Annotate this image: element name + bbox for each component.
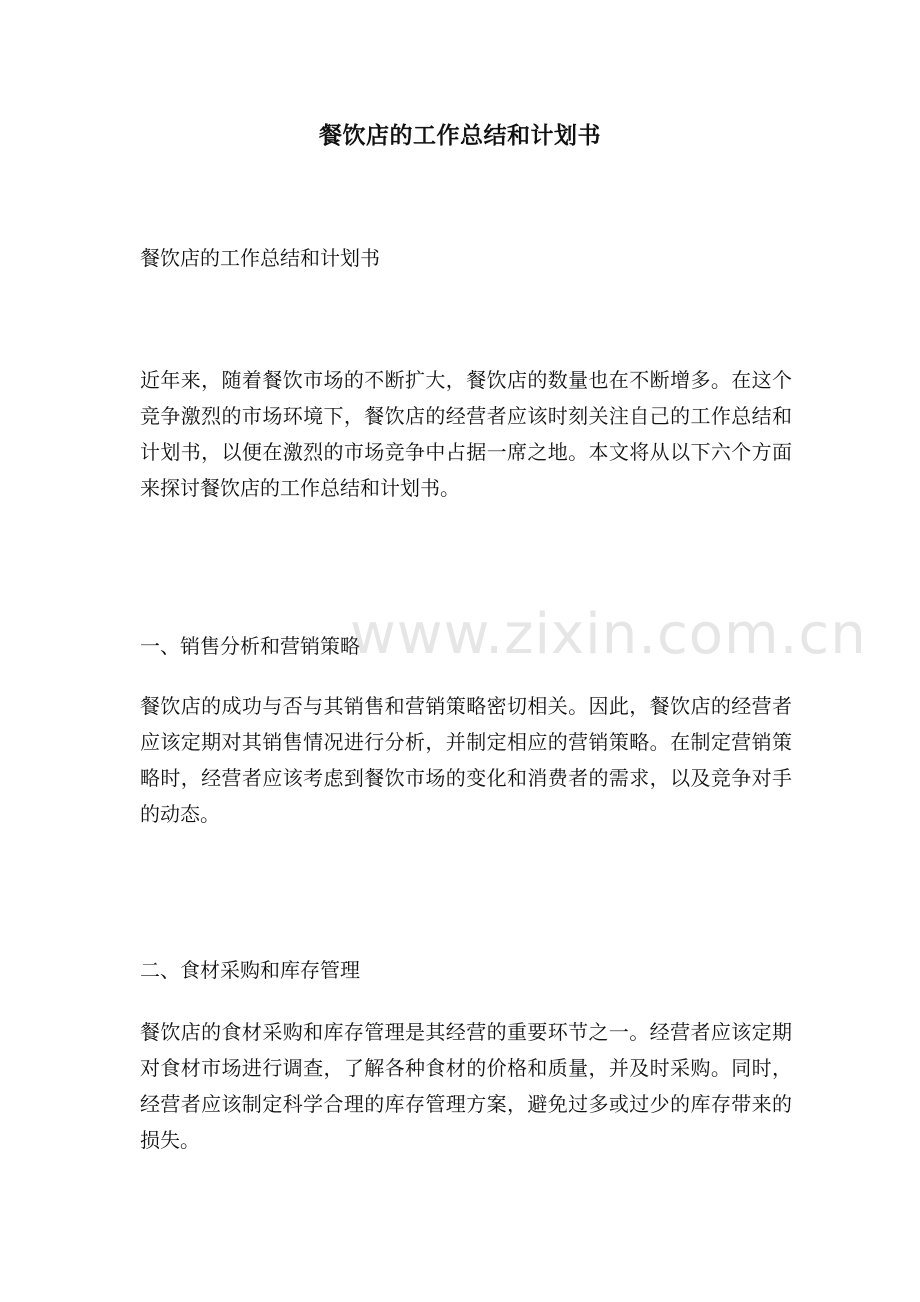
section-body-sales: 餐饮店的成功与否与其销售和营销策略密切相关。因此，餐饮店的经营者应该定期对其销售情况进行分析，并制定相应的营销策略。在制定营销策略时，经营者应该考虑到餐饮市场的变化和消费者的需求，以及竞争对手的动态。: [140, 694, 792, 826]
section-heading-procurement: 二、食材采购和库存管理: [140, 958, 360, 982]
document-title: 餐饮店的工作总结和计划书: [319, 123, 601, 149]
section-heading-sales: 一、销售分析和营销策略: [140, 634, 360, 658]
intro-paragraph: 近年来，随着餐饮市场的不断扩大，餐饮店的数量也在不断增多。在这个竞争激烈的市场环境下，餐饮店的经营者应该时刻关注自己的工作总结和计划书，以便在激烈的市场竞争中占据一席之地。本文将从以下六个方面来探讨餐饮店的工作总结和计划书。: [140, 368, 792, 500]
document-subtitle: 餐饮店的工作总结和计划书: [140, 246, 380, 270]
watermark-text: www.zixin.com.cn: [350, 602, 867, 667]
section-body-procurement: 餐饮店的食材采购和库存管理是其经营的重要环节之一。经营者应该定期对食材市场进行调查，了解各种食材的价格和质量，并及时采购。同时，经营者应该制定科学合理的库存管理方案，避免过多或过少的库存带来的损失。: [140, 1020, 792, 1152]
